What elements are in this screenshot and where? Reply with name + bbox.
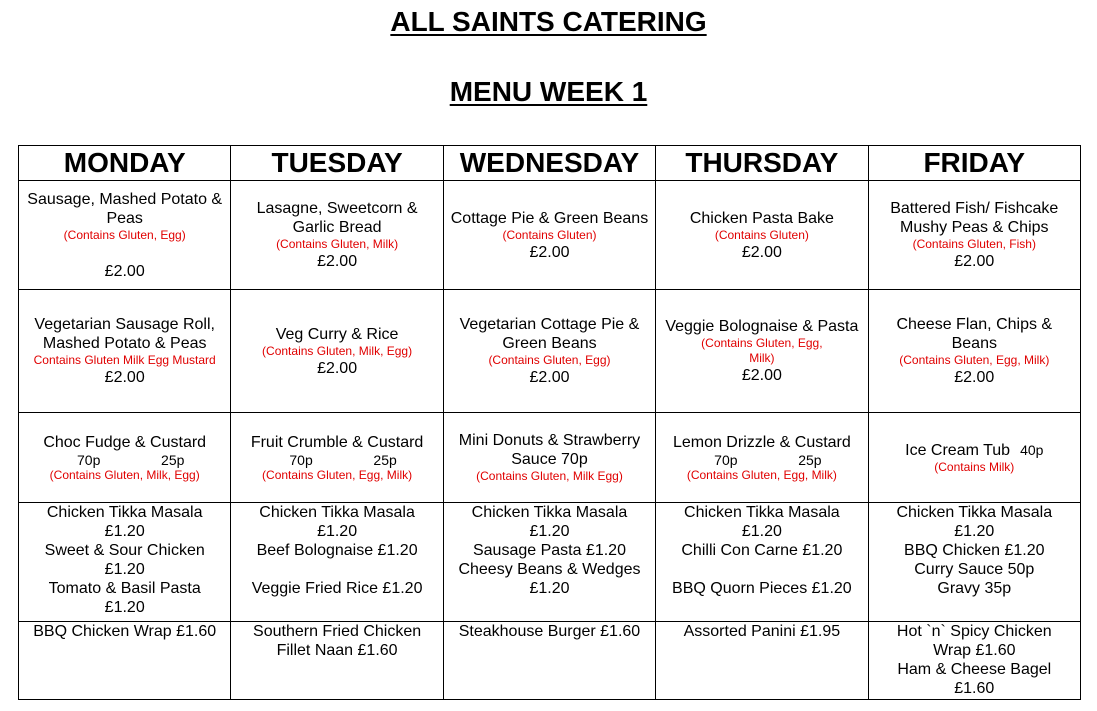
dish-name: Vegetarian Cottage Pie & Green Beans — [459, 316, 640, 353]
menu-line: Ham & Cheese Bagel — [897, 660, 1052, 678]
menu-cell-extras-thursday — [656, 503, 868, 621]
allergen-note: (Contains Gluten, Milk, Egg) — [262, 343, 413, 358]
custard-price: 25p — [161, 451, 185, 468]
menu-line: Chicken Tikka Masala — [46, 504, 203, 522]
allergen-note: (Contains Gluten) — [714, 227, 809, 242]
menu-line: £1.20 — [741, 523, 782, 541]
allergen-note: (Contains Gluten, Egg, Milk) — [701, 336, 823, 366]
menu-cell-grab-friday — [868, 621, 1080, 699]
main-meal-row — [19, 181, 1081, 290]
dish-name: Lemon Drizzle & Custard — [672, 433, 851, 451]
day-header-wednesday: WEDNESDAY — [443, 146, 655, 181]
day-header-row — [19, 146, 1081, 181]
menu-cell-dessert-friday — [868, 412, 1080, 502]
dish-price: £2.00 — [954, 253, 995, 271]
allergen-note: (Contains Gluten, Milk Egg) — [476, 469, 623, 484]
dish-price: £2.00 — [529, 369, 570, 387]
menu-line: Sweet & Sour Chicken — [44, 542, 205, 560]
dish-price: £2.00 — [529, 243, 570, 261]
menu-line: Chicken Tikka Masala — [896, 504, 1053, 522]
menu-line: Hot `n` Spicy Chicken — [896, 622, 1052, 640]
menu-cell-main-friday — [868, 181, 1080, 290]
dish-name: Ice Cream Tub — [905, 441, 1011, 459]
menu-cell-dessert-thursday — [656, 412, 868, 502]
dish-name: Cheese Flan, Chips & Beans — [896, 316, 1053, 353]
menu-cell-grab-thursday — [656, 621, 868, 699]
dish-price: 40p — [1020, 441, 1044, 458]
menu-cell-main-monday — [19, 181, 231, 290]
menu-line: Curry Sauce 50p — [914, 561, 1035, 579]
menu-cell-veg-wednesday — [443, 290, 655, 412]
menu-cell-main-tuesday — [231, 181, 443, 290]
menu-line: Tomato & Basil Pasta — [48, 580, 201, 598]
dessert-price-full: 70p — [714, 451, 738, 468]
menu-cell-veg-monday — [19, 290, 231, 412]
allergen-note: (Contains Milk) — [934, 459, 1015, 474]
menu-line: £1.60 — [954, 679, 995, 697]
dish-name: Mini Donuts & Strawberry Sauce 70p — [458, 432, 641, 469]
menu-line: £1.20 — [104, 599, 145, 617]
menu-line: Wrap £1.60 — [933, 641, 1016, 659]
menu-line: Beef Bolognaise £1.20 — [256, 542, 418, 560]
menu-cell-dessert-wednesday — [443, 412, 655, 502]
menu-cell-dessert-monday — [19, 412, 231, 502]
allergen-note: (Contains Gluten, Egg, Milk) — [899, 353, 1050, 368]
menu-cell-main-thursday — [656, 181, 868, 290]
menu-line: Chicken Tikka Masala — [471, 504, 628, 522]
menu-line: £1.20 — [104, 523, 145, 541]
dish-name: Choc Fudge & Custard — [43, 433, 207, 451]
menu-cell-extras-monday — [19, 503, 231, 621]
menu-cell-extras-tuesday — [231, 503, 443, 621]
menu-cell-extras-wednesday — [443, 503, 655, 621]
dish-price: £2.00 — [954, 369, 995, 387]
page-subtitle: MENU WEEK 1 — [449, 76, 648, 107]
vegetarian-row — [19, 290, 1081, 412]
allergen-note: (Contains Gluten, Egg, Milk) — [686, 467, 837, 482]
menu-cell-veg-thursday — [656, 290, 868, 412]
menu-table — [18, 145, 1081, 700]
dessert-prices — [237, 452, 436, 468]
day-header-friday: FRIDAY — [868, 146, 1080, 181]
allergen-note: (Contains Gluten, Milk) — [276, 237, 399, 252]
dish-price: £2.00 — [317, 359, 358, 377]
allergen-note: (Contains Gluten, Egg) — [488, 353, 611, 368]
dish-price: £2.00 — [741, 243, 782, 261]
allergen-note: (Contains Gluten, Egg, Milk) — [262, 467, 413, 482]
menu-cell-main-wednesday — [443, 181, 655, 290]
allergen-note: (Contains Gluten, Egg) — [63, 227, 186, 242]
allergen-note: (Contains Gluten, Fish) — [912, 237, 1036, 252]
menu-cell-grab-monday — [19, 621, 231, 699]
dessert-row — [19, 412, 1081, 502]
menu-line: Cheesy Beans & Wedges — [458, 561, 641, 579]
menu-cell-dessert-tuesday — [231, 412, 443, 502]
menu-line: BBQ Quorn Pieces £1.20 — [672, 580, 852, 598]
custard-price: 25p — [373, 451, 397, 468]
dessert-line — [875, 441, 1074, 460]
custard-price: 25p — [798, 451, 822, 468]
menu-line: Steakhouse Burger £1.60 — [458, 622, 641, 640]
dish-name: Veg Curry & Rice — [275, 325, 399, 343]
menu-line: £1.20 — [317, 523, 358, 541]
menu-line: Veggie Fried Rice £1.20 — [251, 580, 423, 598]
page-title: ALL SAINTS CATERING — [390, 6, 707, 37]
menu-line: Gravy 35p — [937, 580, 1012, 598]
dish-name: Fruit Crumble & Custard — [250, 433, 424, 451]
day-header-monday: MONDAY — [19, 146, 231, 181]
extras-row — [19, 503, 1081, 621]
dessert-prices — [662, 452, 861, 468]
dish-price: £2.00 — [104, 369, 145, 387]
dish-price: £2.00 — [741, 367, 782, 385]
allergen-note: (Contains Gluten, Milk, Egg) — [49, 467, 200, 482]
dish-price: £2.00 — [317, 253, 358, 271]
dish-name: Cottage Pie & Green Beans — [450, 209, 649, 227]
menu-line: BBQ Chicken Wrap £1.60 — [33, 622, 217, 640]
dessert-price-full: 70p — [289, 451, 313, 468]
menu-line: Southern Fried Chicken — [253, 622, 422, 640]
menu-line: Fillet Naan £1.60 — [276, 641, 398, 659]
menu-line: Assorted Panini £1.95 — [683, 622, 841, 640]
dessert-price-full: 70p — [77, 451, 101, 468]
menu-line: BBQ Chicken £1.20 — [904, 542, 1045, 560]
menu-line: £1.20 — [104, 561, 145, 579]
menu-cell-grab-wednesday — [443, 621, 655, 699]
menu-line: £1.20 — [529, 580, 570, 598]
menu-line: £1.20 — [954, 523, 995, 541]
allergen-note: (Contains Gluten) — [502, 227, 597, 242]
allergen-note: Contains Gluten Milk Egg Mustard — [33, 353, 216, 368]
menu-line: Chilli Con Carne £1.20 — [681, 542, 843, 560]
dish-name: Sausage, Mashed Potato & Peas — [27, 190, 223, 227]
dish-name: Vegetarian Sausage Roll, Mashed Potato & Peas — [34, 316, 215, 353]
dish-name: Battered Fish/ Fishcake Mushy Peas & Chips — [890, 200, 1059, 237]
menu-cell-extras-friday — [868, 503, 1080, 621]
menu-line: Chicken Tikka Masala — [259, 504, 415, 522]
day-header-thursday: THURSDAY — [656, 146, 868, 181]
menu-line: Chicken Tikka Masala — [684, 504, 840, 522]
day-header-tuesday: TUESDAY — [231, 146, 443, 181]
dish-name: Chicken Pasta Bake — [689, 209, 834, 227]
menu-line: £1.20 — [529, 523, 570, 541]
dish-price: £2.00 — [104, 262, 145, 280]
menu-cell-veg-tuesday — [231, 290, 443, 412]
grab-and-go-row — [19, 621, 1081, 699]
dish-name: Lasagne, Sweetcorn & Garlic Bread — [256, 200, 418, 237]
menu-line: Sausage Pasta £1.20 — [472, 542, 626, 560]
menu-cell-grab-tuesday — [231, 621, 443, 699]
dessert-prices — [25, 452, 224, 468]
menu-cell-veg-friday — [868, 290, 1080, 412]
dish-name: Veggie Bolognaise & Pasta — [665, 318, 859, 336]
